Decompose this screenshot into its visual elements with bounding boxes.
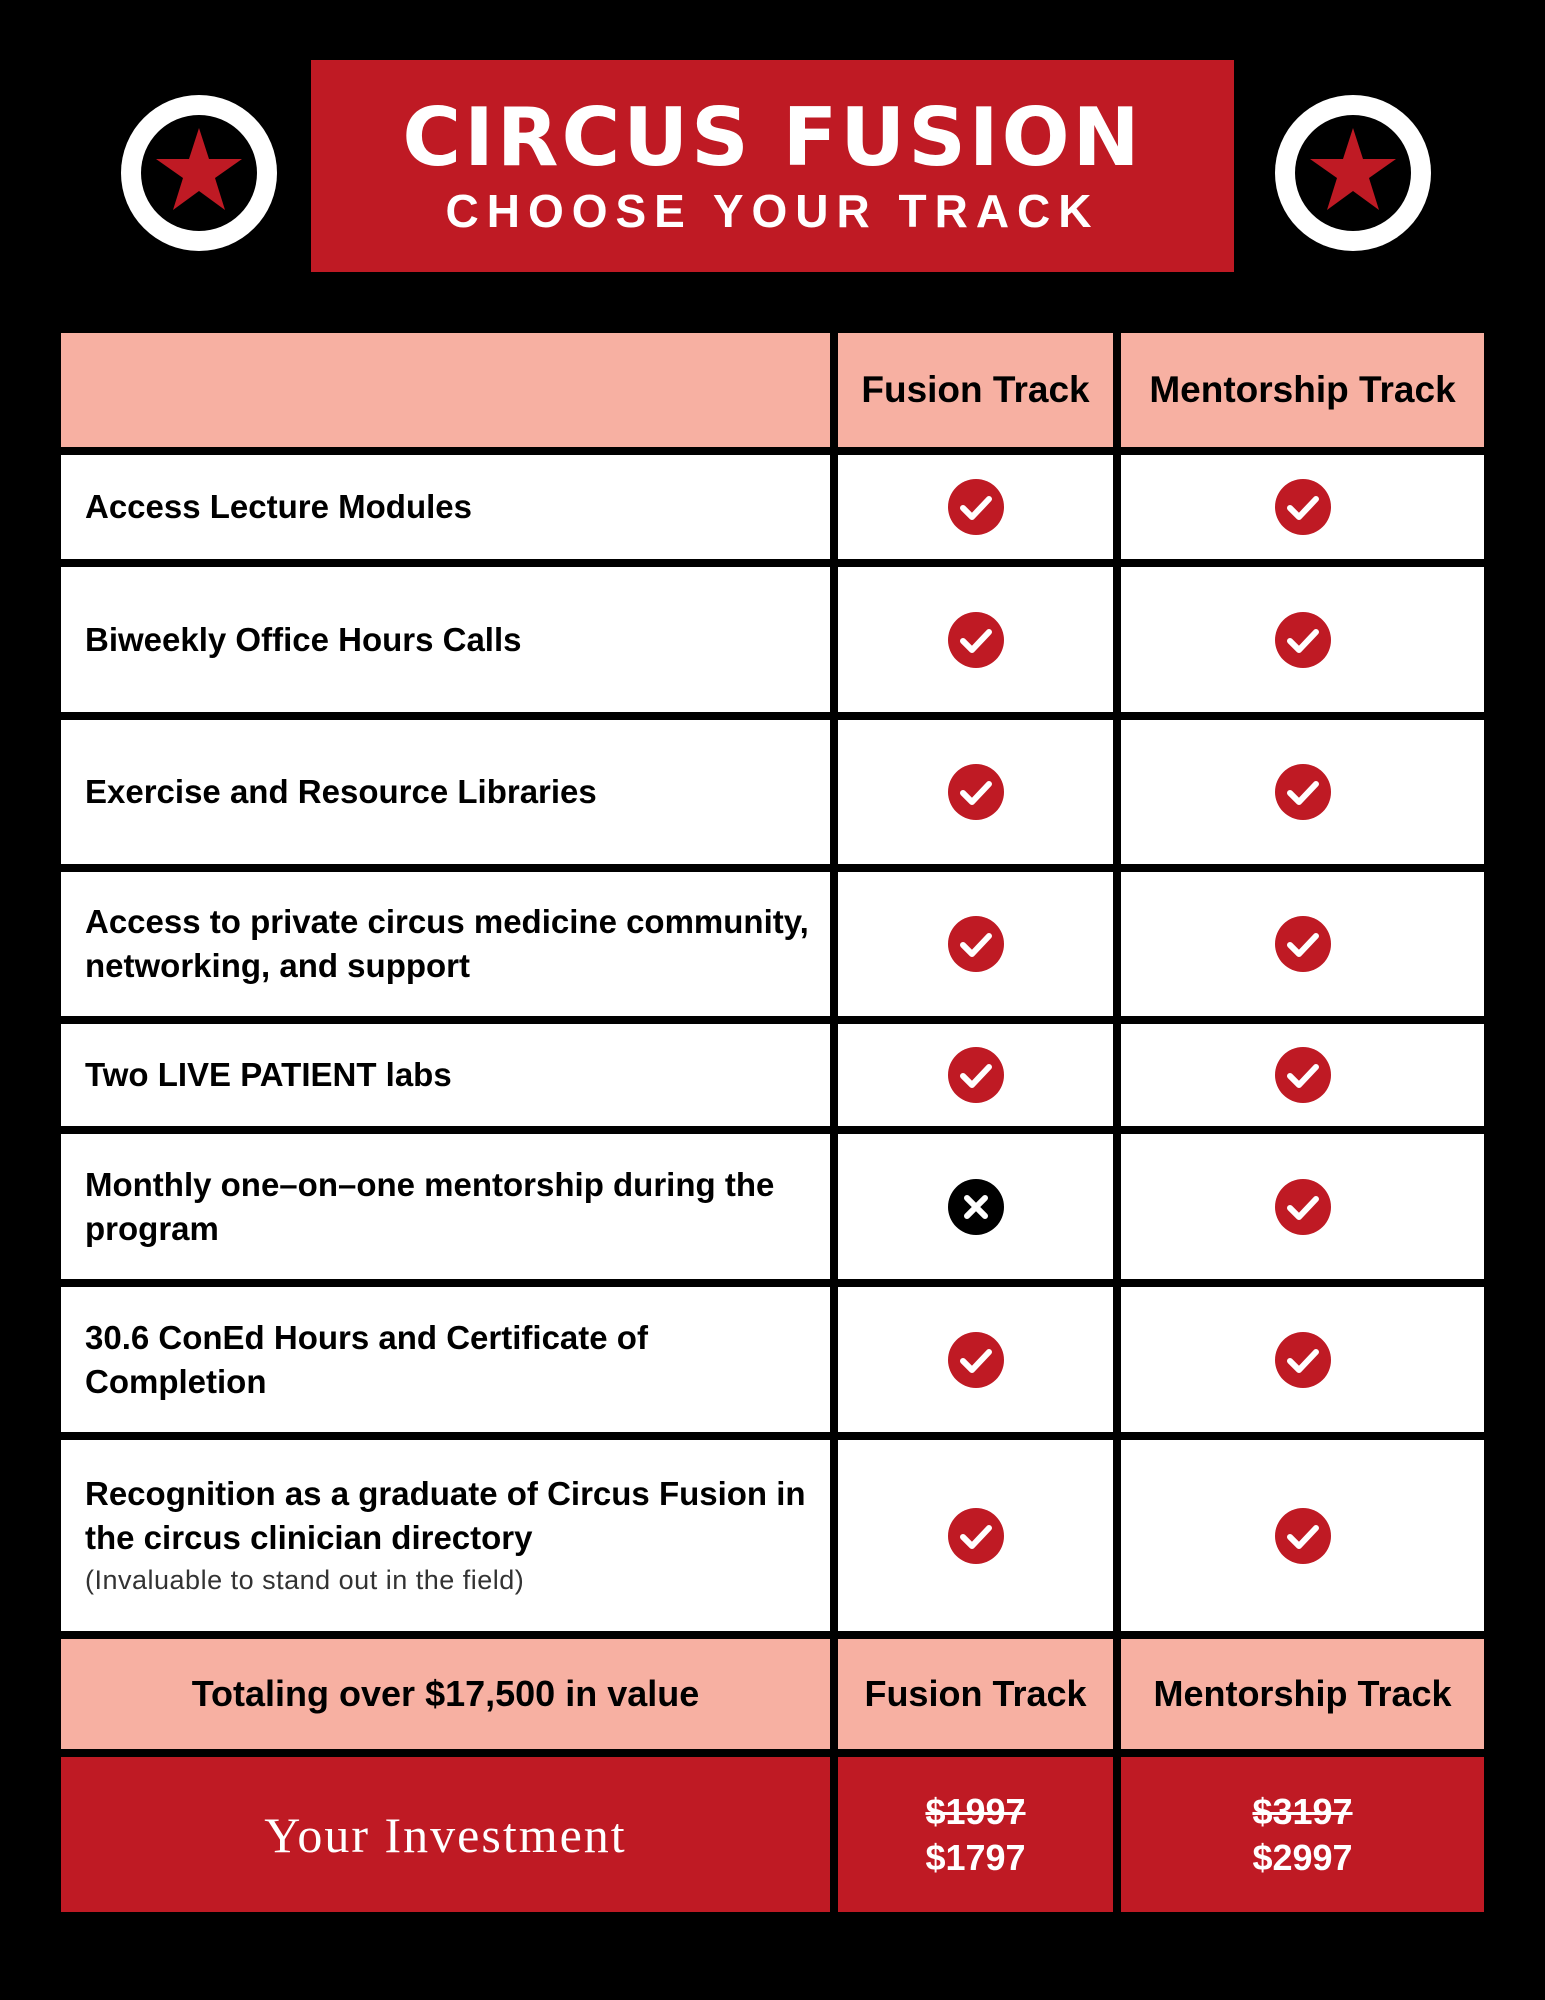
feature-label: Access to private circus medicine community, networking, and support xyxy=(85,903,809,984)
feature-label: Access Lecture Modules xyxy=(85,488,472,525)
check-icon xyxy=(1274,763,1332,821)
mentorship-cell xyxy=(1121,1287,1484,1432)
fusion-old-price: $1997 xyxy=(925,1790,1026,1832)
fusion-new-price: $1797 xyxy=(925,1836,1026,1878)
star-icon xyxy=(1266,86,1440,260)
feature-label: Two LIVE PATIENT labs xyxy=(85,1056,452,1093)
fusion-cell xyxy=(838,872,1113,1016)
mentorship-cell xyxy=(1121,567,1484,712)
feature-label: 30.6 ConEd Hours and Certificate of Completion xyxy=(85,1318,648,1400)
fusion-cell xyxy=(838,1440,1113,1631)
feature-cell xyxy=(61,1134,830,1279)
feature-cell xyxy=(61,720,830,864)
total-value-label: Totaling over $17,500 in value xyxy=(61,1639,830,1749)
check-icon xyxy=(947,763,1005,821)
page-title: CIRCUS FUSION xyxy=(402,91,1143,184)
fusion-cell xyxy=(838,1134,1113,1279)
check-icon xyxy=(947,1507,1005,1565)
check-icon xyxy=(947,1331,1005,1389)
check-icon xyxy=(1274,915,1332,973)
feature-cell xyxy=(61,872,830,1016)
mentorship-cell xyxy=(1121,1440,1484,1631)
feature-label: Exercise and Resource Libraries xyxy=(85,773,597,810)
feature-note: (Invaluable to stand out in the field) xyxy=(85,1564,525,1595)
check-icon xyxy=(1274,1178,1332,1236)
check-icon xyxy=(947,915,1005,973)
x-icon xyxy=(947,1178,1005,1236)
check-icon xyxy=(1274,478,1332,536)
feature-label: Recognition as a graduate of Circus Fusion in the circus clinician directory xyxy=(85,1474,806,1556)
mentorship-cell xyxy=(1121,1024,1484,1126)
table-header-blank xyxy=(61,333,830,447)
footer-fusion-label: Fusion Track xyxy=(838,1639,1113,1749)
fusion-cell xyxy=(838,720,1113,864)
feature-cell xyxy=(61,1287,830,1432)
check-icon xyxy=(947,478,1005,536)
feature-cell xyxy=(61,1024,830,1126)
fusion-cell xyxy=(838,1024,1113,1126)
fusion-cell xyxy=(838,567,1113,712)
column-header-fusion: Fusion Track xyxy=(838,333,1113,447)
feature-cell xyxy=(61,1440,830,1631)
footer-mentorship-label: Mentorship Track xyxy=(1121,1639,1484,1749)
mentorship-cell xyxy=(1121,455,1484,559)
check-icon xyxy=(947,1046,1005,1104)
column-header-mentorship: Mentorship Track xyxy=(1121,333,1484,447)
mentorship-price xyxy=(1121,1757,1484,1912)
mentorship-old-price: $3197 xyxy=(1252,1790,1353,1832)
mentorship-new-price: $2997 xyxy=(1252,1836,1353,1878)
check-icon xyxy=(947,611,1005,669)
feature-cell xyxy=(61,455,830,559)
fusion-cell xyxy=(838,1287,1113,1432)
star-icon xyxy=(112,86,286,260)
investment-label: Your Investment xyxy=(61,1757,830,1912)
check-icon xyxy=(1274,1331,1332,1389)
feature-cell xyxy=(61,567,830,712)
mentorship-cell xyxy=(1121,1134,1484,1279)
mentorship-cell xyxy=(1121,720,1484,864)
star-badge-left xyxy=(112,86,286,260)
fusion-cell xyxy=(838,455,1113,559)
check-icon xyxy=(1274,1507,1332,1565)
page-subtitle: CHOOSE YOUR TRACK xyxy=(445,185,1100,237)
check-icon xyxy=(1274,1046,1332,1104)
feature-label: Biweekly Office Hours Calls xyxy=(85,620,522,658)
star-badge-right xyxy=(1266,86,1440,260)
fusion-price xyxy=(838,1757,1113,1912)
feature-label: Monthly one–on–one mentorship during the program xyxy=(85,1165,775,1247)
title-banner xyxy=(311,60,1234,272)
mentorship-cell xyxy=(1121,872,1484,1016)
check-icon xyxy=(1274,611,1332,669)
